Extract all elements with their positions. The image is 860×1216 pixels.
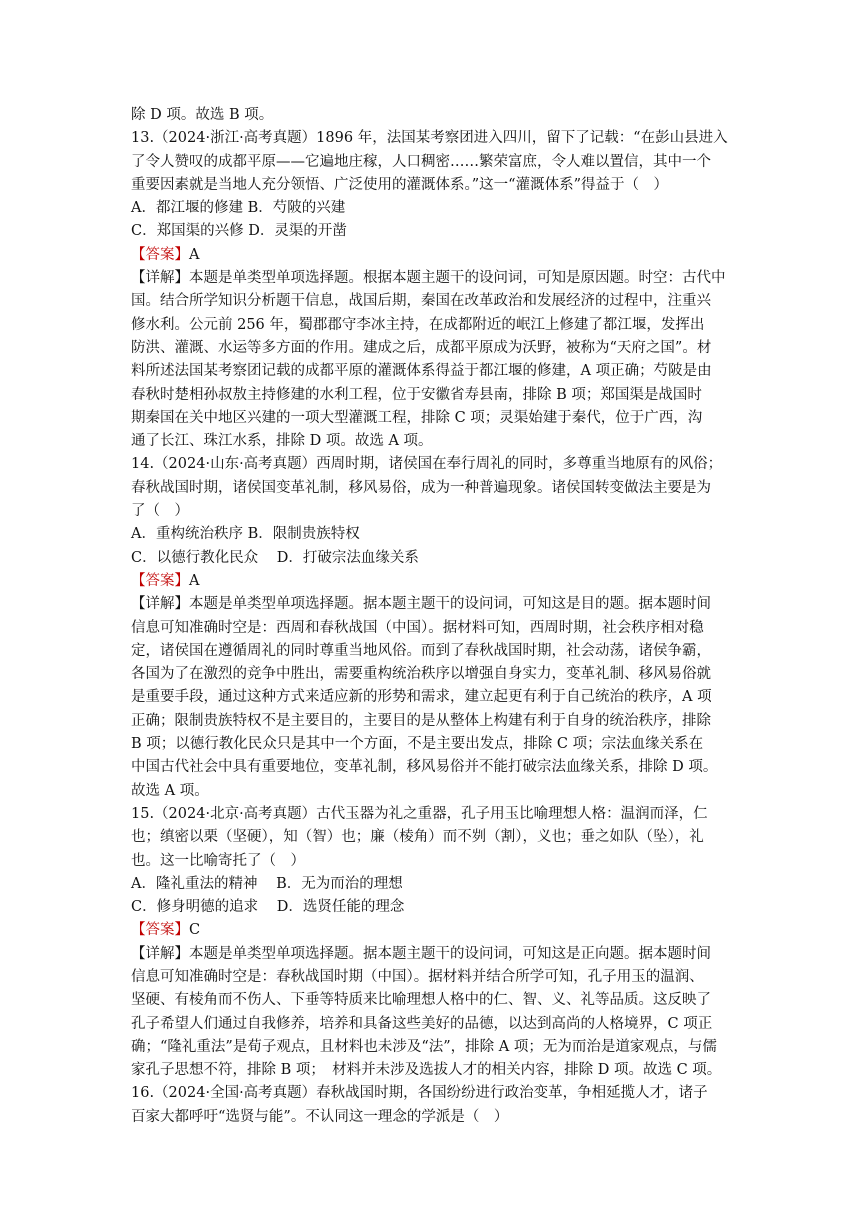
detail-line: 中国古代社会中具有重要地位，变革礼制，移风易俗并不能打破宗法血缘关系，排除 D 项。: [131, 759, 718, 776]
answer-tag: 【答案】: [131, 572, 189, 589]
option-text: C．修身明德的追求: [131, 899, 259, 916]
option-row: [131, 197, 733, 220]
detail-line: 信息可知准确时空是：春秋战国时期（中国）。据材料并结合所学可知，孔子用玉的温润、: [131, 968, 704, 985]
detail-line: 【详解】本题是单类型单项选择题。根据本题主题干的设问词，可知是原因题。时空：古代中: [131, 270, 726, 287]
question-stem-line: 春秋战国时期，诸侯国变革礼制，移风易俗，成为一种普遍现象。诸侯国转变做法主要是为: [131, 479, 711, 496]
detail-line: 坚硬、有棱角而不伤人、下垂等特质来比喻理想人格中的仁、智、义、礼等品质。这反映了: [131, 992, 711, 1009]
detail-line: 正确；限制贵族特权不是主要目的，主要目的是从整体上构建有利于自身的统治秩序，排除: [131, 712, 711, 729]
detail-line: 确；“隆礼重法”是荀子观点，且材料也未涉及“法”，排除 A 项；无为而治是道家观点，与儒: [131, 1038, 717, 1055]
question-stem-line: 也。这一比喻寄托了（ ）: [131, 852, 305, 869]
question-stem-line: 16.（2024·全国·高考真题）春秋战国时期，各国纷纷进行政治变革，争相延揽人才，诸子: [131, 1085, 708, 1102]
question-14: [131, 453, 733, 802]
question-stem-line: 13.（2024·浙江·高考真题）1896 年，法国某考察团进入四川，留下了记载：“在彭山县进入: [131, 130, 728, 147]
detail-line: 【详解】本题是单类型单项选择题。据本题主题干的设问词，可知这是目的题。据本题时间: [131, 596, 711, 613]
answer-value: A: [189, 246, 200, 263]
answer-line: [131, 244, 733, 267]
option-text: A．重构统治秩序 B．限制贵族特权: [131, 526, 360, 543]
question-stem-line: 15.（2024·北京·高考真题）古代玉器为礼之重器，孔子用玉比喻理想人格：温润而泽，仁: [131, 805, 708, 822]
option-text: A．都江堰的修建 B．芍陂的兴建: [131, 200, 346, 217]
option-text: D．选贤任能的理念: [276, 899, 405, 916]
question-15: [131, 803, 733, 1083]
detail-line: B 项；以德行教化民众只是其中一个方面，不是主要出发点，排除 C 项；宗法血缘关系在: [131, 736, 704, 753]
document-page: [131, 104, 733, 1129]
detail-line: 国。结合所学知识分析题干信息，战国后期，秦国在改革政治和发展经济的过程中，注重兴: [131, 293, 711, 310]
answer-value: C: [189, 922, 201, 939]
detail-line: 春秋时楚相孙叔敖主持修建的水利工程，位于安徽省寿县南，排除 B 项；郑国渠是战国时: [131, 386, 702, 403]
question-stem-line: 百家大都呼吁“选贤与能”。不认同这一理念的学派是（ ）: [131, 1108, 509, 1125]
detail-line: 信息可知准确时空是：西周和春秋战国（中国）。据材料可知，西周时期，社会秩序相对稳: [131, 619, 704, 636]
detail-line: 防洪、灌溉、水运等多方面的作用。建成之后，成都平原成为沃野，被称为“天府之国”。材: [131, 339, 712, 356]
detail-line: 期秦国在关中地区兴建的一项大型灌溉工程，排除 C 项；灵渠始建于秦代，位于广西，沟: [131, 409, 703, 426]
question-stem-line: 重要因素就是当地人充分领悟、广泛使用的灌溉体系。”这一“灌溉体系”得益于（ ）: [131, 176, 668, 193]
option-row: [131, 547, 733, 570]
question-stem-line: 也；缜密以栗（坚硬），知（智）也；廉（棱角）而不刿（割），义也；垂之如队（坠），礼: [131, 829, 704, 846]
option-row: [131, 873, 733, 896]
detail-line: 修水利。公元前 256 年，蜀郡郡守李冰主持，在成都附近的岷江上修建了都江堰，发挥出: [131, 316, 705, 333]
option-text: C．郑国渠的兴修 D．灵渠的开凿: [131, 223, 347, 240]
answer-tag: 【答案】: [131, 246, 189, 263]
detail-line: 料所述法国某考察团记载的成都平原的灌溉体系得益于都江堰的修建，A 项正确；芍陂是由: [131, 363, 712, 380]
question-stem-line: 14.（2024·山东·高考真题）西周时期，诸侯国在奉行周礼的同时，多尊重当地原有的风俗；: [131, 456, 723, 473]
detail-line: 家孔子思想不符，排除 B 项； 材料并未涉及选拔人才的相关内容，排除 D 项。故选 C 项。: [131, 1062, 722, 1079]
question-16: [131, 1082, 733, 1129]
detail-line: 【详解】本题是单类型单项选择题。据本题主题干的设问词，可知这是正向题。据本题时间: [131, 945, 711, 962]
detail-line: 故选 A 项。: [131, 782, 209, 799]
answer-value: A: [189, 572, 200, 589]
option-row: [131, 220, 733, 243]
detail-line: 是重要手段，通过这种方式来适应新的形势和需求，建立起更有利于自己统治的秩序，A 项: [131, 689, 712, 706]
answer-tag: 【答案】: [131, 922, 189, 939]
option-text: D．打破宗法血缘关系: [276, 549, 419, 566]
detail-line: 各国为了在激烈的竞争中胜出，需要重构统治秩序以增强自身实力，变革礼制、移风易俗就: [131, 666, 711, 683]
answer-line: [131, 570, 733, 593]
question-stem-line: 了令人赞叹的成都平原——它遍地庄稼，人口稠密……繁荣富庶，令人难以置信，其中一个: [131, 153, 711, 170]
option-row: [131, 896, 733, 919]
question-13: [131, 127, 733, 453]
option-text: C．以德行教化民众: [131, 549, 259, 566]
question-stem-line: 了（ ）: [131, 503, 189, 520]
option-text: B．无为而治的理想: [276, 875, 403, 892]
detail-line: 通了长江、珠江水系，排除 D 项。故选 A 项。: [131, 433, 433, 450]
option-text: A．隆礼重法的精神: [131, 875, 258, 892]
detail-line: 孔子希望人们通过自我修养，培养和具备这些美好的品德，以达到高尚的人格境界，C 项正: [131, 1015, 713, 1032]
continuation-text: 除 D 项。故选 B 项。: [131, 107, 274, 123]
answer-line: [131, 919, 733, 942]
option-row: [131, 523, 733, 546]
detail-line: 定，诸侯国在遵循周礼的同时尊重当地风俗。而到了春秋战国时期，社会动荡，诸侯争霸，: [131, 642, 711, 659]
